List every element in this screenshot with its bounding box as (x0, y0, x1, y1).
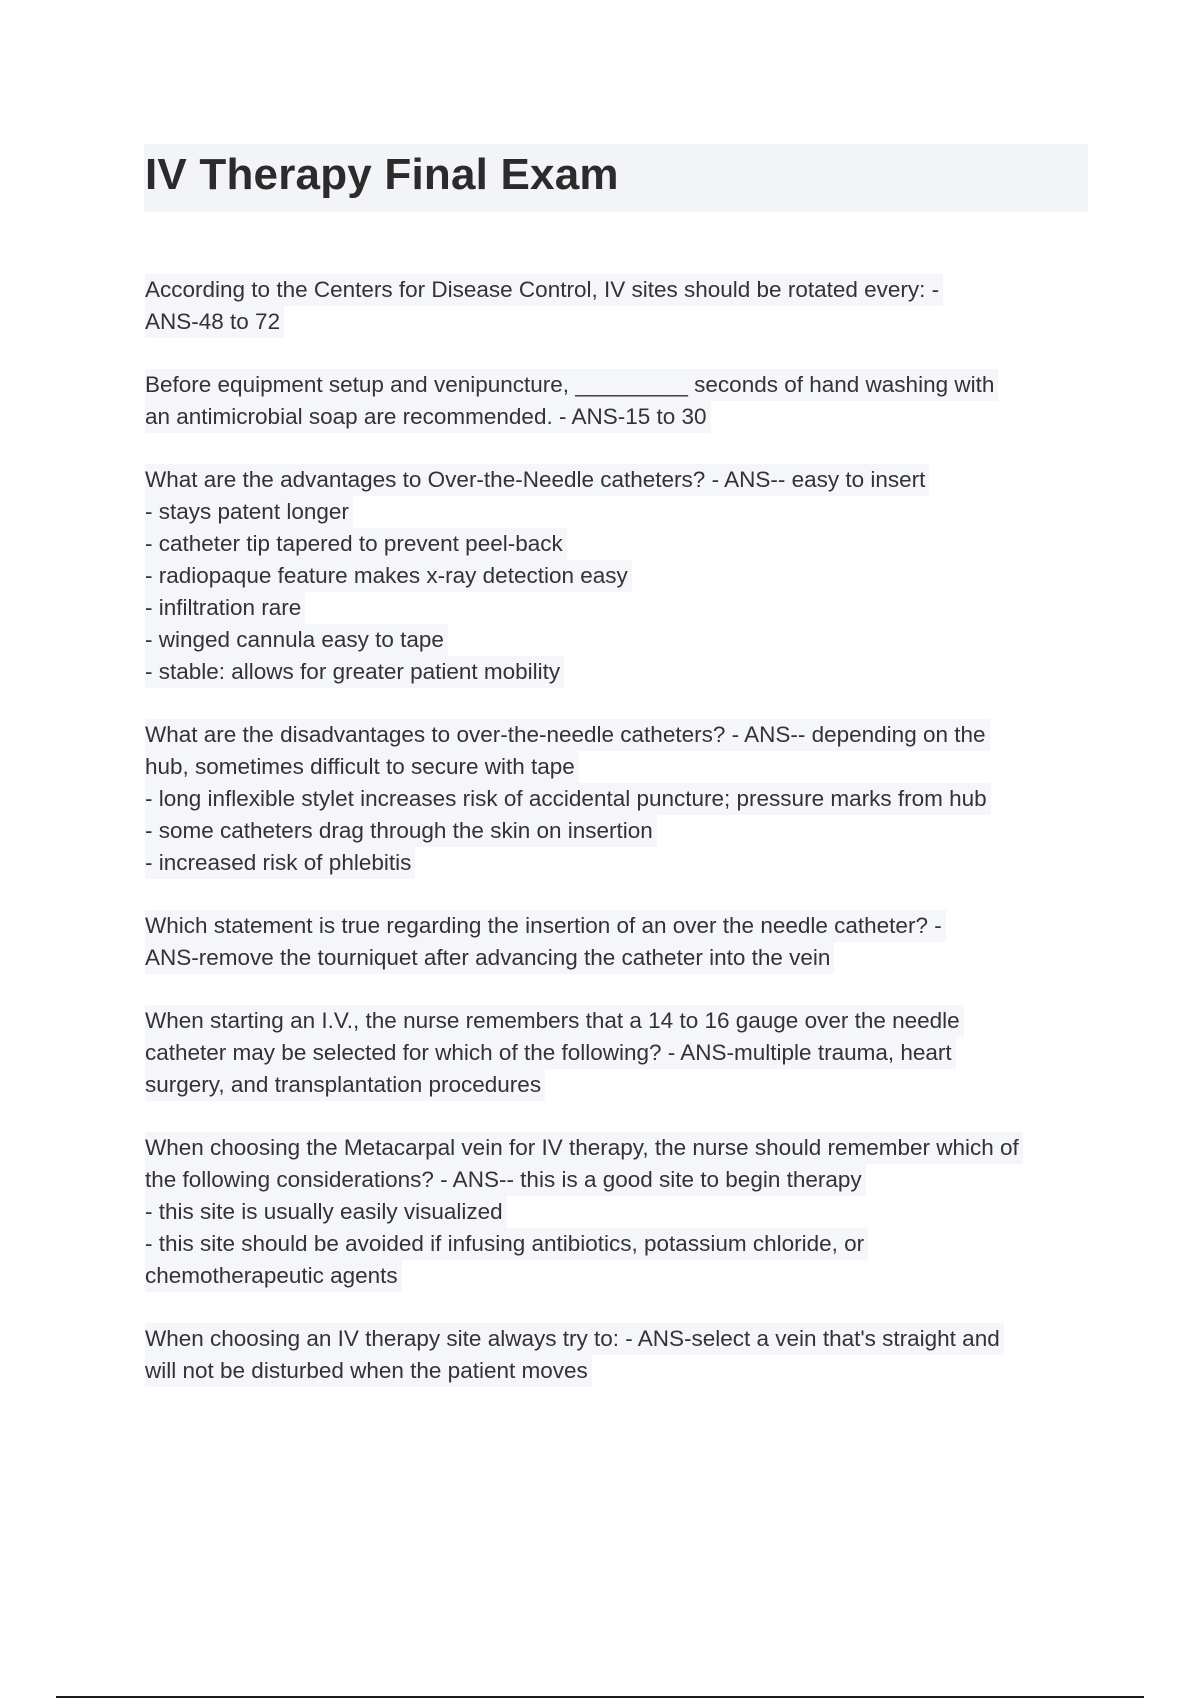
qa-text-line: will not be disturbed when the patient moves (145, 1355, 592, 1387)
qa-text-line: ANS-remove the tourniquet after advancing the catheter into the vein (145, 942, 834, 974)
qa-text-line: - increased risk of phlebitis (145, 847, 415, 879)
qa-item (145, 1323, 1095, 1387)
qa-item (145, 1005, 1095, 1101)
qa-text-line: - long inflexible stylet increases risk of accidental puncture; pressure marks from hub (145, 783, 991, 815)
qa-question-line: When choosing an IV therapy site always try to: - ANS-select a vein that's straight and (145, 1323, 1004, 1355)
qa-question-line: When starting an I.V., the nurse remembers that a 14 to 16 gauge over the needle (145, 1005, 964, 1037)
qa-text-line: - winged cannula easy to tape (145, 624, 448, 656)
qa-text-line: - stable: allows for greater patient mobility (145, 656, 564, 688)
qa-item (145, 464, 1095, 688)
qa-text-line: - some catheters drag through the skin on insertion (145, 815, 657, 847)
qa-item (145, 910, 1095, 974)
qa-list (145, 274, 1095, 1418)
qa-text-line: hub, sometimes difficult to secure with tape (145, 751, 579, 783)
qa-text-line: the following considerations? - ANS-- this is a good site to begin therapy (145, 1164, 866, 1196)
qa-item (145, 369, 1095, 433)
qa-text-line: - radiopaque feature makes x-ray detection easy (145, 560, 632, 592)
footer-divider (56, 1696, 1144, 1698)
qa-question-line: Before equipment setup and venipuncture, _________ seconds of hand washing with (145, 369, 998, 401)
qa-text-line: catheter may be selected for which of the following? - ANS-multiple trauma, heart (145, 1037, 956, 1069)
qa-item (145, 1132, 1095, 1292)
qa-text-line: - this site should be avoided if infusing antibiotics, potassium chloride, or (145, 1228, 868, 1260)
qa-text-line: ANS-48 to 72 (145, 306, 284, 338)
qa-item (145, 274, 1095, 338)
qa-text-line: chemotherapeutic agents (145, 1260, 402, 1292)
qa-question-line: Which statement is true regarding the insertion of an over the needle catheter? - (145, 910, 946, 942)
qa-text-line: - infiltration rare (145, 592, 305, 624)
qa-question-line: What are the advantages to Over-the-Needle catheters? - ANS-- easy to insert (145, 464, 929, 496)
document-title: IV Therapy Final Exam (145, 150, 619, 199)
qa-item (145, 719, 1095, 879)
qa-text-line: - stays patent longer (145, 496, 353, 528)
qa-text-line: an antimicrobial soap are recommended. - ANS-15 to 30 (145, 401, 711, 433)
qa-text-line: surgery, and transplantation procedures (145, 1069, 545, 1101)
qa-text-line: - catheter tip tapered to prevent peel-back (145, 528, 567, 560)
qa-question-line: According to the Centers for Disease Control, IV sites should be rotated every: - (145, 274, 943, 306)
qa-question-line: When choosing the Metacarpal vein for IV therapy, the nurse should remember which of (145, 1132, 1023, 1164)
qa-text-line: - this site is usually easily visualized (145, 1196, 507, 1228)
qa-question-line: What are the disadvantages to over-the-needle catheters? - ANS-- depending on the (145, 719, 990, 751)
